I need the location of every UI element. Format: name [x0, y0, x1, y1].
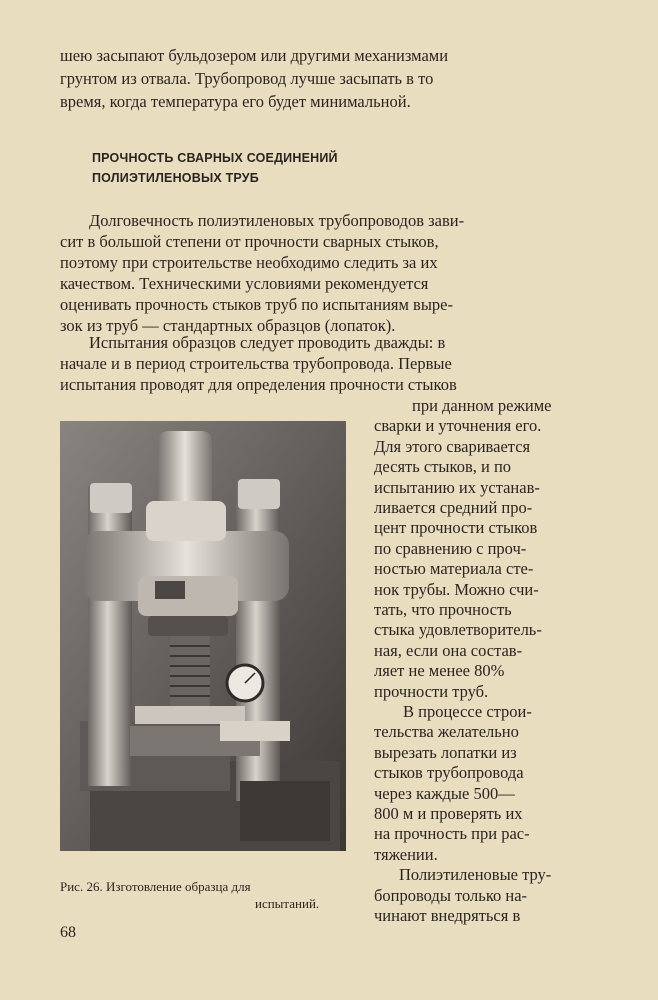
column-text-line: В процессе строи- [403, 702, 532, 721]
column-text-line: по сравнению с проч- [374, 538, 527, 558]
column-text-line: стыков трубопровода [374, 763, 524, 783]
intro-line: грунтом из отвала. Трубопровод лучше засыпать в то [60, 69, 434, 88]
column-text-line: 800 м и проверять их [374, 804, 523, 823]
figure-photo-press-machine [60, 421, 346, 851]
column-text-line: нок трубы. Можно счи- [374, 579, 539, 599]
paragraph-line: испытания проводят для определения прочности стыков [60, 375, 457, 394]
figure-caption: испытаний. [255, 896, 320, 911]
column-text-line: испытанию их устанав- [374, 477, 540, 497]
column-text-line: чинают внедряться в [374, 906, 521, 925]
column-text-line: сварки и уточнения его. [374, 416, 542, 436]
paragraph-line: поэтому при строительстве необходимо следить за их [60, 253, 438, 272]
column-text-line: тяжении. [374, 844, 438, 864]
paragraph-line: Долговечность полиэтиленовых трубопроводов зави- [89, 211, 465, 230]
page-number: 68 [60, 924, 76, 941]
column-text-line: ностью материала сте- [374, 559, 534, 579]
column-text-line: ная, если она состав- [374, 640, 523, 660]
figure-caption: Рис. 26. Изготовление образца для [60, 879, 251, 894]
column-text-line: вырезать лопатки из [374, 742, 517, 762]
paragraph-line: оценивать прочность стыков труб по испытаниям выре- [60, 295, 454, 314]
paragraph-line: зок из труб — стандартных образцов (лопаток). [60, 316, 396, 335]
column-text-line: тать, что прочность [374, 600, 512, 619]
column-text-line: Полиэтиленовые тру- [399, 865, 552, 885]
column-text-line: десять стыков, и по [374, 457, 512, 477]
paragraph-line: начале и в период строительства трубопровода. Первые [60, 354, 452, 373]
column-text-line: ливается средний про- [374, 498, 533, 517]
section-heading: ПРОЧНОСТЬ СВАРНЫХ СОЕДИНЕНИЙ [92, 151, 338, 165]
column-text-line: ляет не менее 80% [374, 661, 505, 681]
column-text-line: цент прочности стыков [374, 518, 538, 538]
intro-line: время, когда температура его будет минимальной. [60, 92, 411, 111]
paragraph-line: Испытания образцов следует проводить дважды: в [89, 333, 446, 352]
column-text-line: тельства желательно [374, 722, 519, 742]
column-text-line: при данном режиме [412, 396, 552, 415]
column-text-line: бопроводы только на- [374, 885, 528, 905]
intro-line: шею засыпают бульдозером или другими механизмами [60, 46, 449, 65]
column-text-line: Для этого сваривается [374, 436, 531, 456]
column-text-line: стыка удовлетворитель- [374, 620, 542, 640]
column-text-line: через каждые 500— [374, 783, 515, 803]
section-heading: ПОЛИЭТИЛЕНОВЫХ ТРУБ [92, 171, 259, 185]
paragraph-line: сит в большой степени от прочности сварных стыков, [60, 232, 439, 251]
paragraph-line: качеством. Техническими условиями рекомендуется [60, 274, 429, 293]
column-text-line: на прочность при рас- [374, 824, 530, 844]
column-text-line: прочности труб. [374, 681, 489, 701]
